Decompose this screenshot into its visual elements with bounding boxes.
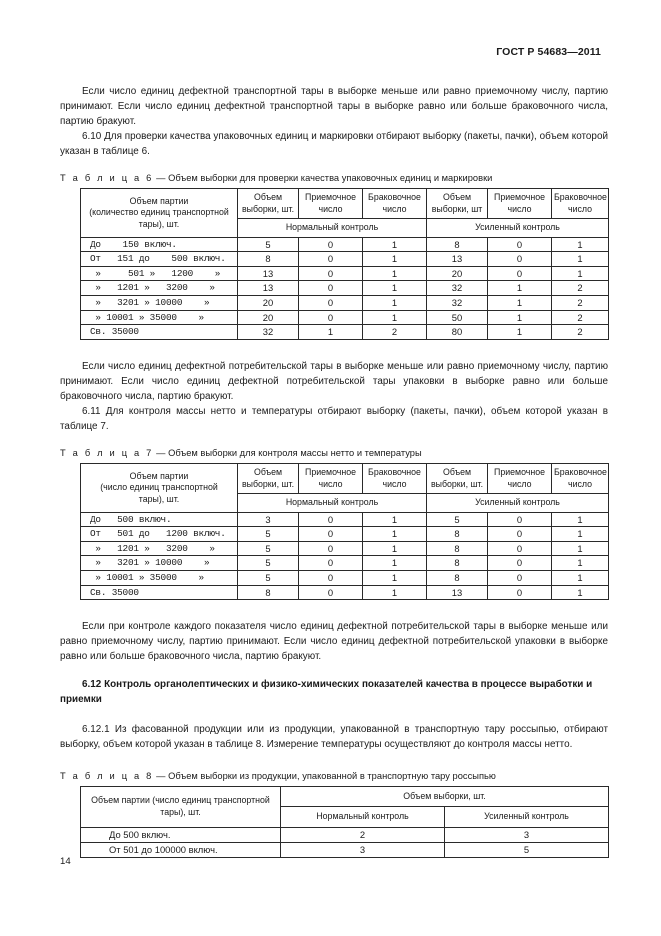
table6-col4-line1: Объем — [442, 192, 472, 203]
table7-row1-n-vol: 5 — [238, 527, 299, 542]
table6-col5-line1: Приемочное — [494, 192, 545, 203]
table6-row0-n-vol: 5 — [238, 237, 299, 252]
table6-row1-n-vol: 8 — [238, 252, 299, 267]
table7-row2-s-vol: 8 — [427, 541, 488, 556]
table8-group-normal: Нормальный контроль — [281, 807, 445, 827]
table6-row1-n-acc: 0 — [299, 252, 363, 267]
table7-row1-s-vol: 8 — [427, 527, 488, 542]
table6-group-normal: Нормальный контроль — [238, 219, 427, 237]
table7-row3-s-vol: 8 — [427, 556, 488, 571]
table-row — [81, 266, 609, 281]
table7-col3-line2: число — [382, 478, 407, 489]
table6-col2-line1: Приемочное — [305, 192, 356, 203]
table7-group-normal: Нормальный контроль — [238, 494, 427, 512]
paragraph-6-12-1: 6.12.1 Из фасованной продукции или из продукции, упакованной в транспортную тару россыпью, отбирают выборку, объем которой указан в таблице 8. Измерение температуры осуществляют до контроля массы нетто. — [60, 723, 608, 750]
table6-col3-line1: Браковочное — [368, 192, 421, 203]
paragraph-accept-reject-transport: Если число единиц дефектной транспортной тары в выборке меньше или равно приемочному числу, партию принимают. Если число единиц дефектной транспортной тары в выборке равно или больше браковочного числа, партию бракуют. — [60, 86, 608, 128]
table6-row0-n-acc: 0 — [299, 237, 363, 252]
table6-col3-line2: число — [382, 203, 407, 214]
table7-row1-n-rej: 1 — [363, 527, 427, 542]
table8-caption — [60, 771, 608, 781]
table6-col6-line1: Браковочное — [554, 192, 607, 203]
table7-col2-header — [299, 464, 363, 494]
paragraph-6-11: 6.11 Для контроля массы нетто и температуры отбирают выборку (пакеты, пачки), объем которой указан в таблице 7. — [60, 406, 608, 433]
table7-row2-n-vol: 5 — [238, 541, 299, 556]
table6-row6-s-vol: 80 — [427, 325, 488, 340]
table6-row0-n-rej: 1 — [363, 237, 427, 252]
table7-row2-label: » 1201 » 3200 » — [81, 541, 238, 556]
table6-header-row-1 — [81, 189, 609, 219]
table6-row6-n-acc: 1 — [299, 325, 363, 340]
table6-row0-label: До 150 включ. — [81, 237, 238, 252]
table7-row0-n-acc: 0 — [299, 512, 363, 527]
table-row — [81, 842, 609, 857]
table7-row0-s-rej: 1 — [552, 512, 609, 527]
table7-row1-s-acc: 0 — [488, 527, 552, 542]
table6-row2-s-acc: 0 — [488, 266, 552, 281]
table7-row3-s-acc: 0 — [488, 556, 552, 571]
table7-row0-n-vol: 3 — [238, 512, 299, 527]
table6-row6-s-rej: 2 — [552, 325, 609, 340]
table7-col6-header — [552, 464, 609, 494]
table6-row5-s-vol: 50 — [427, 310, 488, 325]
table-row — [81, 585, 609, 600]
table7-row3-s-rej: 1 — [552, 556, 609, 571]
table7-row2-n-rej: 1 — [363, 541, 427, 556]
table-7 — [80, 463, 609, 600]
table7-row4-label: » 10001 » 35000 » — [81, 570, 238, 585]
table-row — [81, 325, 609, 340]
section-heading-6-12: 6.12 Контроль органолептических и физико-химических показателей качества в процессе выработки и приемки — [60, 679, 593, 705]
table7-col6-line1: Браковочное — [554, 467, 607, 478]
table8-header-row-1 — [81, 786, 609, 806]
table7-col6-line2: число — [567, 478, 593, 489]
table-6 — [80, 188, 609, 339]
table7-header-row-1 — [81, 464, 609, 494]
table-row — [81, 237, 609, 252]
table7-row0-s-vol: 5 — [427, 512, 488, 527]
table6-col1-line1: Объем — [253, 192, 283, 203]
table7-row4-n-acc: 0 — [299, 570, 363, 585]
table6-row6-n-rej: 2 — [363, 325, 427, 340]
table7-col5-line1: Приемочное — [494, 467, 545, 478]
table-row — [81, 281, 609, 296]
table7-row5-n-acc: 0 — [299, 585, 363, 600]
table6-group-strong: Усиленный контроль — [427, 219, 609, 237]
table6-row3-n-vol: 13 — [238, 281, 299, 296]
table8-caption-rest: — Объем выборки из продукции, упакованной в транспортную тару россыпью — [153, 770, 496, 781]
table7-row5-label: Св. 35000 — [81, 585, 238, 600]
table6-row2-s-rej: 1 — [552, 266, 609, 281]
table-row — [81, 310, 609, 325]
table7-col0-header — [81, 464, 238, 512]
table6-row3-s-rej: 2 — [552, 281, 609, 296]
table6-row3-s-acc: 1 — [488, 281, 552, 296]
table-row — [81, 252, 609, 267]
table7-row3-n-vol: 5 — [238, 556, 299, 571]
table6-caption-rest: — Объем выборки для проверки качества упаковочных единиц и маркировки — [153, 173, 493, 184]
table7-row5-s-vol: 13 — [427, 585, 488, 600]
standard-header: ГОСТ Р 54683—2011 — [496, 46, 601, 58]
table7-col1-line1: Объем — [253, 467, 283, 478]
table7-row5-n-rej: 1 — [363, 585, 427, 600]
table6-row5-n-acc: 0 — [299, 310, 363, 325]
table8-row0-strong: 3 — [445, 827, 609, 842]
table8-col0-line2: тары), шт. — [160, 806, 201, 817]
table7-row1-n-acc: 0 — [299, 527, 363, 542]
table7-row5-n-vol: 8 — [238, 585, 299, 600]
table7-col0-line3: тары), шт. — [138, 493, 180, 504]
table8-row1-normal: 3 — [281, 842, 445, 857]
table7-col5-line2: число — [507, 478, 532, 489]
table7-col2-line1: Приемочное — [305, 467, 356, 478]
table7-row4-s-rej: 1 — [552, 570, 609, 585]
table6-row5-n-rej: 1 — [363, 310, 427, 325]
table6-row4-s-rej: 2 — [552, 296, 609, 311]
table6-col0-line3: тары), шт. — [138, 218, 180, 229]
table7-row2-s-acc: 0 — [488, 541, 552, 556]
table6-col3-header — [363, 189, 427, 219]
table7-row3-n-rej: 1 — [363, 556, 427, 571]
table-row — [81, 527, 609, 542]
table-row — [81, 827, 609, 842]
table6-row3-n-rej: 1 — [363, 281, 427, 296]
table8-col0-line1: Объем партии (число единиц транспортной — [91, 795, 270, 806]
table6-col5-line2: число — [507, 203, 532, 214]
table8-group-strong: Усиленный контроль — [445, 807, 609, 827]
paragraph-6-10: 6.10 Для проверки качества упаковочных единиц и маркировки отбирают выборку (пакеты, пачки), объем которой указан в таблице 6. — [60, 131, 608, 158]
table6-row0-s-acc: 0 — [488, 237, 552, 252]
table6-row1-s-vol: 13 — [427, 252, 488, 267]
table6-caption — [60, 173, 608, 183]
table6-col0-line2: (количество единиц транспортной — [89, 207, 229, 218]
table6-row0-s-rej: 1 — [552, 237, 609, 252]
table7-col4-line2: выборки, шт. — [430, 478, 484, 489]
table6-row5-s-rej: 2 — [552, 310, 609, 325]
table6-row4-s-vol: 32 — [427, 296, 488, 311]
table7-col0-line1: Объем партии — [129, 470, 189, 481]
table-row — [81, 556, 609, 571]
table6-row6-n-vol: 32 — [238, 325, 299, 340]
table7-row4-s-vol: 8 — [427, 570, 488, 585]
table-row — [81, 296, 609, 311]
table8-row1-strong: 5 — [445, 842, 609, 857]
table6-row3-label: » 1201 » 3200 » — [81, 281, 238, 296]
table6-row4-n-acc: 0 — [299, 296, 363, 311]
table7-row4-n-rej: 1 — [363, 570, 427, 585]
table6-col4-header — [427, 189, 488, 219]
table7-col1-header — [238, 464, 299, 494]
table6-col1-line2: выборки, шт. — [241, 203, 295, 214]
table7-row2-s-rej: 1 — [552, 541, 609, 556]
table6-col2-header — [299, 189, 363, 219]
table6-col0-line1: Объем партии — [129, 195, 189, 206]
table6-col6-line2: число — [567, 203, 593, 214]
table7-row5-s-rej: 1 — [552, 585, 609, 600]
table6-col1-header — [238, 189, 299, 219]
table6-col2-line2: число — [318, 203, 343, 214]
table-row — [81, 512, 609, 527]
table6-row2-n-vol: 13 — [238, 266, 299, 281]
table8-row1-label: От 501 до 100000 включ. — [81, 842, 281, 857]
table7-col1-line2: выборки, шт. — [241, 478, 295, 489]
table6-row1-s-rej: 1 — [552, 252, 609, 267]
table6-row1-s-acc: 0 — [488, 252, 552, 267]
paragraph-accept-reject-each-indicator: Если при контроле каждого показателя число единиц дефектной потребительской тары в выборке меньше или равно приемочному числу, партию принимают. Если число единиц дефектной потребительской упаковки в выборке равно или больше браковочного числа, партию бракуют. — [60, 621, 608, 663]
table7-row3-label: » 3201 » 10000 » — [81, 556, 238, 571]
table6-row6-label: Св. 35000 — [81, 325, 238, 340]
table6-row4-n-rej: 1 — [363, 296, 427, 311]
table8-row0-label: До 500 включ. — [81, 827, 281, 842]
table7-row0-label: До 500 включ. — [81, 512, 238, 527]
table8-col0-header — [81, 786, 281, 827]
table6-row4-label: » 3201 » 10000 » — [81, 296, 238, 311]
table6-row0-s-vol: 8 — [427, 237, 488, 252]
table7-col4-line1: Объем — [442, 467, 472, 478]
table6-row1-label: От 151 до 500 включ. — [81, 252, 238, 267]
table6-row3-n-acc: 0 — [299, 281, 363, 296]
paragraph-accept-reject-consumer: Если число единиц дефектной потребительской тары в выборке меньше или равно приемочному числу, партию принимают. Если число единиц дефектной потребительской тары упаковки в выборке равно или больше браковочного числа, партию бракуют. — [60, 360, 608, 403]
table6-row1-n-rej: 1 — [363, 252, 427, 267]
table8-row0-normal: 2 — [281, 827, 445, 842]
table7-group-strong: Усиленный контроль — [427, 494, 609, 512]
table7-row0-s-acc: 0 — [488, 512, 552, 527]
table6-col4-line2: выборки, шт — [431, 203, 483, 214]
table7-row4-s-acc: 0 — [488, 570, 552, 585]
table-row — [81, 570, 609, 585]
table6-row2-label: » 501 » 1200 » — [81, 266, 238, 281]
table6-col6-header — [552, 189, 609, 219]
table7-row5-s-acc: 0 — [488, 585, 552, 600]
table7-caption-word: Т а б л и ц а 7 — [60, 448, 154, 459]
table7-col5-header — [488, 464, 552, 494]
table7-row4-n-vol: 5 — [238, 570, 299, 585]
table8-caption-word: Т а б л и ц а 8 — [60, 770, 154, 781]
table6-row2-n-rej: 1 — [363, 266, 427, 281]
table6-row4-n-vol: 20 — [238, 296, 299, 311]
table6-caption-word: Т а б л и ц а 6 — [60, 173, 154, 184]
table6-row4-s-acc: 1 — [488, 296, 552, 311]
table-8 — [80, 786, 609, 859]
table6-row6-s-acc: 1 — [488, 325, 552, 340]
table6-row5-label: » 10001 » 35000 » — [81, 310, 238, 325]
table7-col2-line2: число — [318, 478, 343, 489]
table7-col3-line1: Браковочное — [368, 467, 421, 478]
table7-row3-n-acc: 0 — [299, 556, 363, 571]
table6-row5-s-acc: 1 — [488, 310, 552, 325]
table7-col4-header — [427, 464, 488, 494]
table7-caption — [60, 448, 608, 458]
table7-caption-rest: — Объем выборки для контроля массы нетто и температуры — [153, 448, 422, 459]
table6-row3-s-vol: 32 — [427, 281, 488, 296]
table7-row0-n-rej: 1 — [363, 512, 427, 527]
table6-col5-header — [488, 189, 552, 219]
table-row — [81, 541, 609, 556]
table6-row2-s-vol: 20 — [427, 266, 488, 281]
page-content — [60, 84, 608, 858]
page-number: 14 — [60, 856, 71, 867]
table8-span-title: Объем выборки, шт. — [281, 786, 609, 806]
table7-col3-header — [363, 464, 427, 494]
table6-row2-n-acc: 0 — [299, 266, 363, 281]
table7-row2-n-acc: 0 — [299, 541, 363, 556]
table7-row1-s-rej: 1 — [552, 527, 609, 542]
table6-row5-n-vol: 20 — [238, 310, 299, 325]
table7-row1-label: От 501 до 1200 включ. — [81, 527, 238, 542]
table6-col0-header — [81, 189, 238, 237]
table7-col0-line2: (число единиц транспортной — [100, 482, 218, 493]
